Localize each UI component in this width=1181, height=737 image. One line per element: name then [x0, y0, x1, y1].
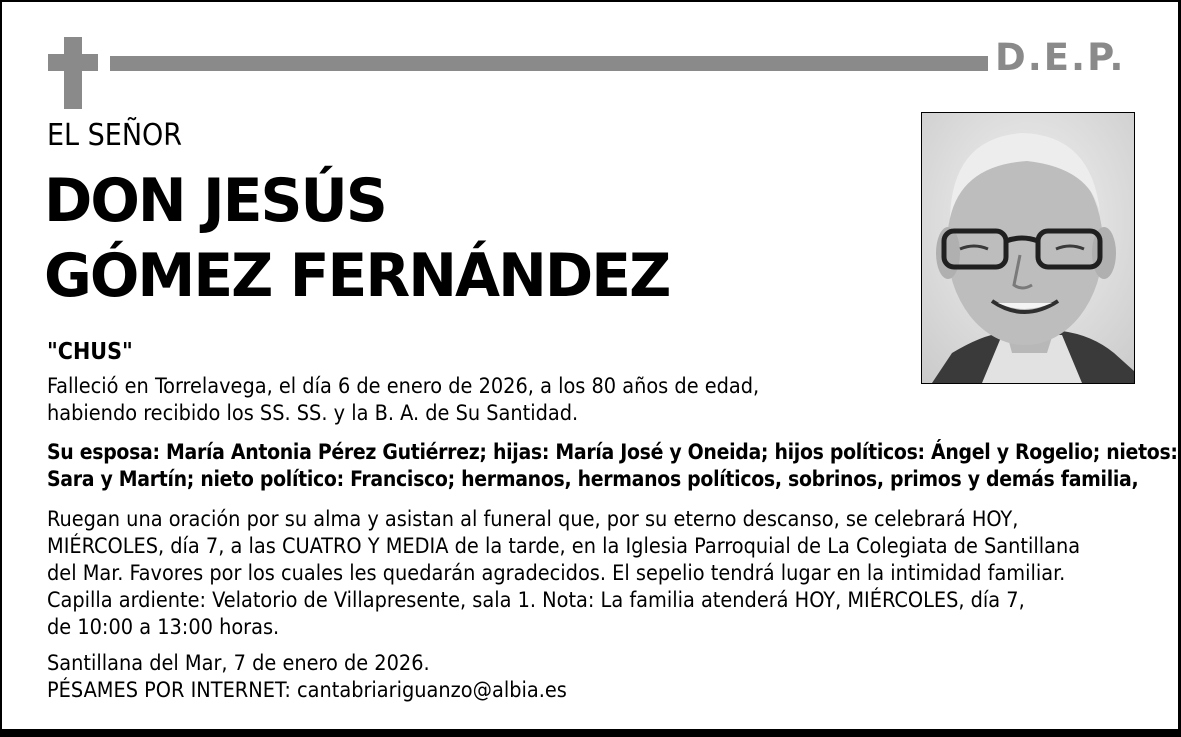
death-notice-line1: Falleció en Torrelavega, el día 6 de enero de 2026, a los 80 años de edad,: [47, 374, 760, 399]
funeral-line3: del Mar. Favores por los cuales les quedarán agradecidos. El sepelio tendrá lugar en la intimidad familiar.: [47, 561, 1066, 586]
funeral-line2: MIÉRCOLES, día 7, a las CUATRO Y MEDIA de la tarde, en la Iglesia Parroquial de La Colegiata de Santillana: [47, 534, 1081, 559]
header-rule: [110, 56, 988, 71]
place-date: Santillana del Mar, 7 de enero de 2026.: [47, 651, 430, 676]
deceased-name-line1: DON JESÚS: [44, 166, 386, 236]
funeral-line4: Capilla ardiente: Velatorio de Villapresente, sala 1. Nota: La familia atenderá HOY, MIÉRCOLES, día 7,: [47, 588, 1025, 613]
deceased-nickname: "CHUS": [47, 339, 133, 365]
family-line1: Su esposa: María Antonia Pérez Gutiérrez; hijas: María José y Oneida; hijos políticos: Ángel y Rogelio; nietos:: [47, 440, 1178, 464]
funeral-line1: Ruegan una oración por su alma y asistan al funeral que, por su eterno descanso, se celebrará HOY,: [47, 507, 1019, 532]
dep-label: D.E.P.: [995, 36, 1126, 79]
cross-icon-bar: [48, 54, 98, 71]
deceased-name: [44, 164, 669, 314]
cross-icon: [64, 37, 82, 109]
deceased-title: EL SEÑOR: [47, 118, 183, 153]
deceased-portrait: [921, 112, 1135, 384]
funeral-line5: de 10:00 a 13:00 horas.: [47, 615, 280, 640]
death-notice-line2: habiendo recibido los SS. SS. y la B. A. de Su Santidad.: [47, 401, 579, 426]
deceased-name-line2: GÓMEZ FERNÁNDEZ: [44, 241, 670, 311]
family-line2: Sara y Martín; nieto político: Francisco; hermanos, hermanos políticos, sobrinos, primos y demás familia,: [47, 467, 1139, 491]
condolences-line: PÉSAMES POR INTERNET: cantabriariguanzo@albia.es: [47, 678, 567, 703]
